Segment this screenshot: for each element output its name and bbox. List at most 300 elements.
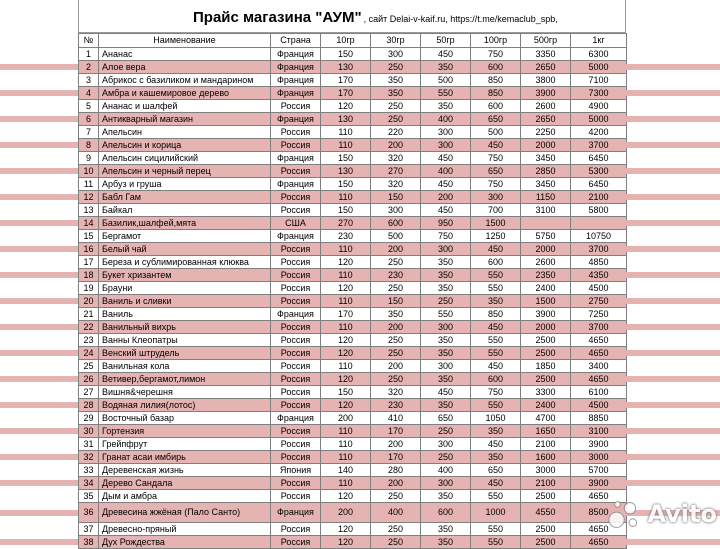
price-100g[interactable]: 650 <box>471 113 521 126</box>
row-number[interactable]: 23 <box>79 334 99 347</box>
item-name[interactable]: Апельсин сицилийский <box>99 152 271 165</box>
price-30g[interactable]: 150 <box>371 191 421 204</box>
price-30g[interactable]: 250 <box>371 100 421 113</box>
item-country[interactable]: Россия <box>271 191 321 204</box>
price-50g[interactable]: 300 <box>421 139 471 152</box>
price-100g[interactable]: 850 <box>471 74 521 87</box>
row-number[interactable]: 14 <box>79 217 99 230</box>
row-number[interactable]: 30 <box>79 425 99 438</box>
price-100g[interactable]: 750 <box>471 152 521 165</box>
price-100g[interactable]: 1250 <box>471 230 521 243</box>
item-name[interactable]: Ванильный вихрь <box>99 321 271 334</box>
price-100g[interactable]: 350 <box>471 425 521 438</box>
price-50g[interactable]: 500 <box>421 74 471 87</box>
row-number[interactable]: 24 <box>79 347 99 360</box>
price-100g[interactable]: 750 <box>471 178 521 191</box>
price-1kg[interactable]: 4650 <box>571 490 627 503</box>
price-50g[interactable]: 300 <box>421 243 471 256</box>
item-country[interactable]: Россия <box>271 399 321 412</box>
price-10g[interactable]: 150 <box>321 152 371 165</box>
price-1kg[interactable]: 4500 <box>571 282 627 295</box>
price-30g[interactable]: 200 <box>371 360 421 373</box>
price-10g[interactable]: 110 <box>321 269 371 282</box>
price-100g[interactable]: 1000 <box>471 503 521 523</box>
price-500g[interactable]: 2500 <box>521 373 571 386</box>
row-number[interactable]: 17 <box>79 256 99 269</box>
price-10g[interactable]: 130 <box>321 113 371 126</box>
price-500g[interactable]: 3000 <box>521 464 571 477</box>
price-10g[interactable]: 270 <box>321 217 371 230</box>
col-header-name[interactable]: Наименование <box>99 34 271 48</box>
price-50g[interactable]: 450 <box>421 178 471 191</box>
price-500g[interactable]: 2000 <box>521 243 571 256</box>
price-1kg[interactable]: 2750 <box>571 295 627 308</box>
price-100g[interactable]: 600 <box>471 61 521 74</box>
price-10g[interactable]: 150 <box>321 204 371 217</box>
price-30g[interactable]: 200 <box>371 243 421 256</box>
row-number[interactable]: 34 <box>79 477 99 490</box>
price-1kg[interactable]: 8850 <box>571 412 627 425</box>
price-50g[interactable]: 300 <box>421 438 471 451</box>
price-10g[interactable]: 110 <box>321 425 371 438</box>
price-30g[interactable]: 320 <box>371 152 421 165</box>
price-10g[interactable]: 110 <box>321 295 371 308</box>
price-30g[interactable]: 280 <box>371 464 421 477</box>
price-100g[interactable]: 350 <box>471 451 521 464</box>
price-500g[interactable]: 2650 <box>521 113 571 126</box>
price-500g[interactable]: 2500 <box>521 523 571 536</box>
price-1kg[interactable]: 7250 <box>571 308 627 321</box>
price-100g[interactable]: 650 <box>471 165 521 178</box>
price-10g[interactable]: 120 <box>321 536 371 549</box>
row-number[interactable]: 16 <box>79 243 99 256</box>
price-50g[interactable]: 300 <box>421 321 471 334</box>
price-500g[interactable]: 4700 <box>521 412 571 425</box>
price-100g[interactable]: 1500 <box>471 217 521 230</box>
price-1kg[interactable]: 5300 <box>571 165 627 178</box>
price-1kg[interactable]: 2100 <box>571 191 627 204</box>
price-1kg[interactable]: 5800 <box>571 204 627 217</box>
price-500g[interactable]: 3450 <box>521 178 571 191</box>
item-country[interactable]: Франция <box>271 74 321 87</box>
col-header-500g[interactable]: 500гр <box>521 34 571 48</box>
price-10g[interactable]: 200 <box>321 503 371 523</box>
row-number[interactable]: 27 <box>79 386 99 399</box>
row-number[interactable]: 35 <box>79 490 99 503</box>
price-30g[interactable]: 230 <box>371 399 421 412</box>
price-1kg[interactable]: 4650 <box>571 373 627 386</box>
row-number[interactable]: 37 <box>79 523 99 536</box>
price-30g[interactable]: 270 <box>371 165 421 178</box>
price-30g[interactable]: 250 <box>371 536 421 549</box>
price-500g[interactable] <box>521 217 571 230</box>
item-country[interactable]: Россия <box>271 139 321 152</box>
item-country[interactable]: США <box>271 217 321 230</box>
price-50g[interactable]: 350 <box>421 334 471 347</box>
price-100g[interactable]: 450 <box>471 243 521 256</box>
item-name[interactable]: Древесно-пряный <box>99 523 271 536</box>
price-50g[interactable]: 350 <box>421 373 471 386</box>
price-30g[interactable]: 200 <box>371 321 421 334</box>
price-30g[interactable]: 250 <box>371 282 421 295</box>
item-country[interactable]: Франция <box>271 152 321 165</box>
price-500g[interactable]: 2500 <box>521 347 571 360</box>
item-name[interactable]: Брауни <box>99 282 271 295</box>
item-country[interactable]: Россия <box>271 451 321 464</box>
price-50g[interactable]: 400 <box>421 113 471 126</box>
item-name[interactable]: Дерево Сандала <box>99 477 271 490</box>
price-10g[interactable]: 110 <box>321 451 371 464</box>
price-10g[interactable]: 170 <box>321 308 371 321</box>
col-header-10g[interactable]: 10гр <box>321 34 371 48</box>
price-100g[interactable]: 450 <box>471 321 521 334</box>
price-500g[interactable]: 2250 <box>521 126 571 139</box>
item-name[interactable]: Ваниль и сливки <box>99 295 271 308</box>
item-name[interactable]: Белый чай <box>99 243 271 256</box>
price-1kg[interactable]: 6450 <box>571 152 627 165</box>
price-1kg[interactable]: 5000 <box>571 61 627 74</box>
price-10g[interactable]: 110 <box>321 126 371 139</box>
price-10g[interactable]: 120 <box>321 490 371 503</box>
price-10g[interactable]: 110 <box>321 243 371 256</box>
price-1kg[interactable]: 3400 <box>571 360 627 373</box>
price-30g[interactable]: 320 <box>371 178 421 191</box>
item-name[interactable]: Гранат асаи имбирь <box>99 451 271 464</box>
price-30g[interactable]: 250 <box>371 373 421 386</box>
price-100g[interactable]: 850 <box>471 87 521 100</box>
row-number[interactable]: 32 <box>79 451 99 464</box>
row-number[interactable]: 1 <box>79 48 99 61</box>
price-30g[interactable]: 300 <box>371 204 421 217</box>
price-30g[interactable]: 300 <box>371 48 421 61</box>
item-country[interactable]: Россия <box>271 204 321 217</box>
price-500g[interactable]: 3450 <box>521 152 571 165</box>
price-1kg[interactable]: 3900 <box>571 477 627 490</box>
item-country[interactable]: Россия <box>271 334 321 347</box>
item-country[interactable]: Франция <box>271 308 321 321</box>
price-50g[interactable]: 350 <box>421 282 471 295</box>
item-name[interactable]: Гортензия <box>99 425 271 438</box>
price-1kg[interactable]: 10750 <box>571 230 627 243</box>
price-30g[interactable]: 350 <box>371 74 421 87</box>
col-header-30g[interactable]: 30гр <box>371 34 421 48</box>
item-name[interactable]: Грейпфрут <box>99 438 271 451</box>
price-100g[interactable]: 550 <box>471 282 521 295</box>
item-country[interactable]: Россия <box>271 269 321 282</box>
item-name[interactable]: Байкал <box>99 204 271 217</box>
row-number[interactable]: 4 <box>79 87 99 100</box>
price-1kg[interactable]: 4650 <box>571 334 627 347</box>
price-500g[interactable]: 2400 <box>521 399 571 412</box>
price-50g[interactable]: 600 <box>421 503 471 523</box>
price-50g[interactable]: 300 <box>421 126 471 139</box>
row-number[interactable]: 20 <box>79 295 99 308</box>
price-50g[interactable]: 350 <box>421 100 471 113</box>
price-100g[interactable]: 750 <box>471 386 521 399</box>
price-50g[interactable]: 450 <box>421 152 471 165</box>
price-30g[interactable]: 350 <box>371 87 421 100</box>
price-30g[interactable]: 410 <box>371 412 421 425</box>
price-50g[interactable]: 300 <box>421 477 471 490</box>
item-country[interactable]: Россия <box>271 243 321 256</box>
price-500g[interactable]: 1500 <box>521 295 571 308</box>
price-1kg[interactable]: 4650 <box>571 523 627 536</box>
item-country[interactable]: Франция <box>271 230 321 243</box>
price-30g[interactable]: 250 <box>371 347 421 360</box>
item-country[interactable]: Россия <box>271 165 321 178</box>
price-1kg[interactable]: 3700 <box>571 321 627 334</box>
item-name[interactable]: Береза и сублимированная клюква <box>99 256 271 269</box>
price-10g[interactable]: 110 <box>321 477 371 490</box>
price-10g[interactable]: 120 <box>321 399 371 412</box>
price-50g[interactable]: 350 <box>421 490 471 503</box>
price-50g[interactable]: 450 <box>421 386 471 399</box>
price-10g[interactable]: 170 <box>321 74 371 87</box>
row-number[interactable]: 36 <box>79 503 99 523</box>
price-100g[interactable]: 600 <box>471 373 521 386</box>
price-1kg[interactable]: 4850 <box>571 256 627 269</box>
price-500g[interactable]: 2600 <box>521 256 571 269</box>
price-50g[interactable]: 750 <box>421 230 471 243</box>
price-30g[interactable]: 400 <box>371 503 421 523</box>
price-500g[interactable]: 2000 <box>521 139 571 152</box>
price-10g[interactable]: 110 <box>321 191 371 204</box>
item-name[interactable]: Ванильная кола <box>99 360 271 373</box>
price-100g[interactable]: 550 <box>471 399 521 412</box>
item-country[interactable]: Франция <box>271 87 321 100</box>
price-100g[interactable]: 600 <box>471 100 521 113</box>
price-30g[interactable]: 320 <box>371 386 421 399</box>
price-10g[interactable]: 230 <box>321 230 371 243</box>
price-10g[interactable]: 120 <box>321 256 371 269</box>
item-name[interactable]: Алое вера <box>99 61 271 74</box>
price-10g[interactable]: 130 <box>321 61 371 74</box>
price-100g[interactable]: 300 <box>471 191 521 204</box>
row-number[interactable]: 38 <box>79 536 99 549</box>
item-name[interactable]: Букет хризантем <box>99 269 271 282</box>
item-name[interactable]: Ванны Клеопатры <box>99 334 271 347</box>
row-number[interactable]: 18 <box>79 269 99 282</box>
price-100g[interactable]: 550 <box>471 536 521 549</box>
item-name[interactable]: Базилик,шалфей,мята <box>99 217 271 230</box>
row-number[interactable]: 8 <box>79 139 99 152</box>
price-10g[interactable]: 120 <box>321 282 371 295</box>
item-country[interactable]: Россия <box>271 295 321 308</box>
row-number[interactable]: 25 <box>79 360 99 373</box>
item-name[interactable]: Восточный базар <box>99 412 271 425</box>
item-name[interactable]: Бергамот <box>99 230 271 243</box>
price-10g[interactable]: 110 <box>321 360 371 373</box>
price-10g[interactable]: 120 <box>321 523 371 536</box>
price-10g[interactable]: 150 <box>321 386 371 399</box>
price-1kg[interactable]: 4350 <box>571 269 627 282</box>
price-10g[interactable]: 120 <box>321 373 371 386</box>
price-1kg[interactable]: 4900 <box>571 100 627 113</box>
price-500g[interactable]: 3300 <box>521 386 571 399</box>
row-number[interactable]: 11 <box>79 178 99 191</box>
price-500g[interactable]: 4550 <box>521 503 571 523</box>
row-number[interactable]: 6 <box>79 113 99 126</box>
price-50g[interactable]: 400 <box>421 464 471 477</box>
price-100g[interactable]: 550 <box>471 269 521 282</box>
price-1kg[interactable]: 3000 <box>571 451 627 464</box>
price-500g[interactable]: 2850 <box>521 165 571 178</box>
price-100g[interactable]: 550 <box>471 490 521 503</box>
price-100g[interactable]: 700 <box>471 204 521 217</box>
col-header-country[interactable]: Страна <box>271 34 321 48</box>
col-header-number[interactable]: № <box>79 34 99 48</box>
price-30g[interactable]: 230 <box>371 269 421 282</box>
item-country[interactable]: Россия <box>271 373 321 386</box>
price-50g[interactable]: 550 <box>421 87 471 100</box>
item-name[interactable]: Ананас и шалфей <box>99 100 271 113</box>
price-50g[interactable]: 300 <box>421 360 471 373</box>
item-country[interactable]: Япония <box>271 464 321 477</box>
item-country[interactable]: Франция <box>271 48 321 61</box>
price-1kg[interactable]: 4650 <box>571 347 627 360</box>
price-50g[interactable]: 350 <box>421 269 471 282</box>
row-number[interactable]: 9 <box>79 152 99 165</box>
price-1kg[interactable]: 7100 <box>571 74 627 87</box>
item-name[interactable]: Ваниль <box>99 308 271 321</box>
row-number[interactable]: 5 <box>79 100 99 113</box>
item-country[interactable]: Россия <box>271 523 321 536</box>
price-100g[interactable]: 450 <box>471 477 521 490</box>
price-100g[interactable]: 550 <box>471 334 521 347</box>
item-country[interactable]: Россия <box>271 477 321 490</box>
price-500g[interactable]: 2500 <box>521 536 571 549</box>
price-100g[interactable]: 750 <box>471 48 521 61</box>
price-30g[interactable]: 200 <box>371 139 421 152</box>
price-30g[interactable]: 200 <box>371 477 421 490</box>
price-30g[interactable]: 250 <box>371 256 421 269</box>
item-name[interactable]: Ветивер,бергамот,лимон <box>99 373 271 386</box>
price-50g[interactable]: 250 <box>421 451 471 464</box>
price-500g[interactable]: 1600 <box>521 451 571 464</box>
row-number[interactable]: 21 <box>79 308 99 321</box>
price-500g[interactable]: 2600 <box>521 100 571 113</box>
price-30g[interactable]: 600 <box>371 217 421 230</box>
price-30g[interactable]: 250 <box>371 334 421 347</box>
price-10g[interactable]: 150 <box>321 48 371 61</box>
item-name[interactable]: Дым и амбра <box>99 490 271 503</box>
price-100g[interactable]: 450 <box>471 139 521 152</box>
price-100g[interactable]: 450 <box>471 438 521 451</box>
item-country[interactable]: Россия <box>271 321 321 334</box>
price-50g[interactable]: 350 <box>421 536 471 549</box>
price-10g[interactable]: 200 <box>321 412 371 425</box>
item-country[interactable]: Россия <box>271 100 321 113</box>
item-name[interactable]: Венский штрудель <box>99 347 271 360</box>
price-100g[interactable]: 450 <box>471 360 521 373</box>
item-name[interactable]: Апельсин и корица <box>99 139 271 152</box>
price-50g[interactable]: 250 <box>421 425 471 438</box>
item-country[interactable]: Россия <box>271 490 321 503</box>
item-name[interactable]: Вишня&черешня <box>99 386 271 399</box>
item-country[interactable]: Россия <box>271 386 321 399</box>
item-country[interactable]: Россия <box>271 256 321 269</box>
row-number[interactable]: 13 <box>79 204 99 217</box>
price-50g[interactable]: 450 <box>421 204 471 217</box>
row-number[interactable]: 7 <box>79 126 99 139</box>
price-100g[interactable]: 550 <box>471 523 521 536</box>
price-50g[interactable]: 650 <box>421 412 471 425</box>
price-500g[interactable]: 3800 <box>521 74 571 87</box>
row-number[interactable]: 33 <box>79 464 99 477</box>
row-number[interactable]: 12 <box>79 191 99 204</box>
price-50g[interactable]: 350 <box>421 523 471 536</box>
price-1kg[interactable]: 6450 <box>571 178 627 191</box>
price-10g[interactable]: 120 <box>321 100 371 113</box>
price-1kg[interactable]: 3700 <box>571 243 627 256</box>
price-100g[interactable]: 1050 <box>471 412 521 425</box>
price-30g[interactable]: 350 <box>371 308 421 321</box>
item-country[interactable]: Россия <box>271 536 321 549</box>
price-30g[interactable]: 200 <box>371 438 421 451</box>
price-30g[interactable]: 250 <box>371 61 421 74</box>
item-name[interactable]: Арбуз и груша <box>99 178 271 191</box>
price-1kg[interactable]: 8500 <box>571 503 627 523</box>
price-500g[interactable]: 1150 <box>521 191 571 204</box>
price-30g[interactable]: 170 <box>371 451 421 464</box>
price-1kg[interactable]: 3900 <box>571 438 627 451</box>
price-100g[interactable]: 850 <box>471 308 521 321</box>
price-500g[interactable]: 1850 <box>521 360 571 373</box>
price-100g[interactable]: 550 <box>471 347 521 360</box>
price-10g[interactable]: 120 <box>321 334 371 347</box>
item-name[interactable]: Апельсин <box>99 126 271 139</box>
price-50g[interactable]: 350 <box>421 61 471 74</box>
price-30g[interactable]: 150 <box>371 295 421 308</box>
price-500g[interactable]: 3900 <box>521 308 571 321</box>
row-number[interactable]: 3 <box>79 74 99 87</box>
price-500g[interactable]: 3350 <box>521 48 571 61</box>
price-50g[interactable]: 950 <box>421 217 471 230</box>
price-1kg[interactable]: 4200 <box>571 126 627 139</box>
price-30g[interactable]: 250 <box>371 523 421 536</box>
row-number[interactable]: 22 <box>79 321 99 334</box>
price-30g[interactable]: 500 <box>371 230 421 243</box>
price-500g[interactable]: 3100 <box>521 204 571 217</box>
price-500g[interactable]: 2500 <box>521 334 571 347</box>
price-10g[interactable]: 140 <box>321 464 371 477</box>
price-10g[interactable]: 110 <box>321 438 371 451</box>
item-country[interactable]: Россия <box>271 425 321 438</box>
price-50g[interactable]: 350 <box>421 347 471 360</box>
price-50g[interactable]: 200 <box>421 191 471 204</box>
price-1kg[interactable]: 3700 <box>571 139 627 152</box>
price-30g[interactable]: 170 <box>371 425 421 438</box>
item-country[interactable]: Франция <box>271 61 321 74</box>
price-10g[interactable]: 150 <box>321 178 371 191</box>
col-header-1kg[interactable]: 1кг <box>571 34 627 48</box>
price-500g[interactable]: 2400 <box>521 282 571 295</box>
price-30g[interactable]: 220 <box>371 126 421 139</box>
price-30g[interactable]: 250 <box>371 113 421 126</box>
item-name[interactable]: Дух Рождества <box>99 536 271 549</box>
price-1kg[interactable]: 4500 <box>571 399 627 412</box>
price-1kg[interactable]: 6300 <box>571 48 627 61</box>
col-header-50g[interactable]: 50гр <box>421 34 471 48</box>
price-50g[interactable]: 250 <box>421 295 471 308</box>
price-1kg[interactable]: 7300 <box>571 87 627 100</box>
price-1kg[interactable]: 6100 <box>571 386 627 399</box>
price-50g[interactable]: 350 <box>421 399 471 412</box>
price-500g[interactable]: 2100 <box>521 438 571 451</box>
price-50g[interactable]: 400 <box>421 165 471 178</box>
price-10g[interactable]: 110 <box>321 139 371 152</box>
price-30g[interactable]: 250 <box>371 490 421 503</box>
